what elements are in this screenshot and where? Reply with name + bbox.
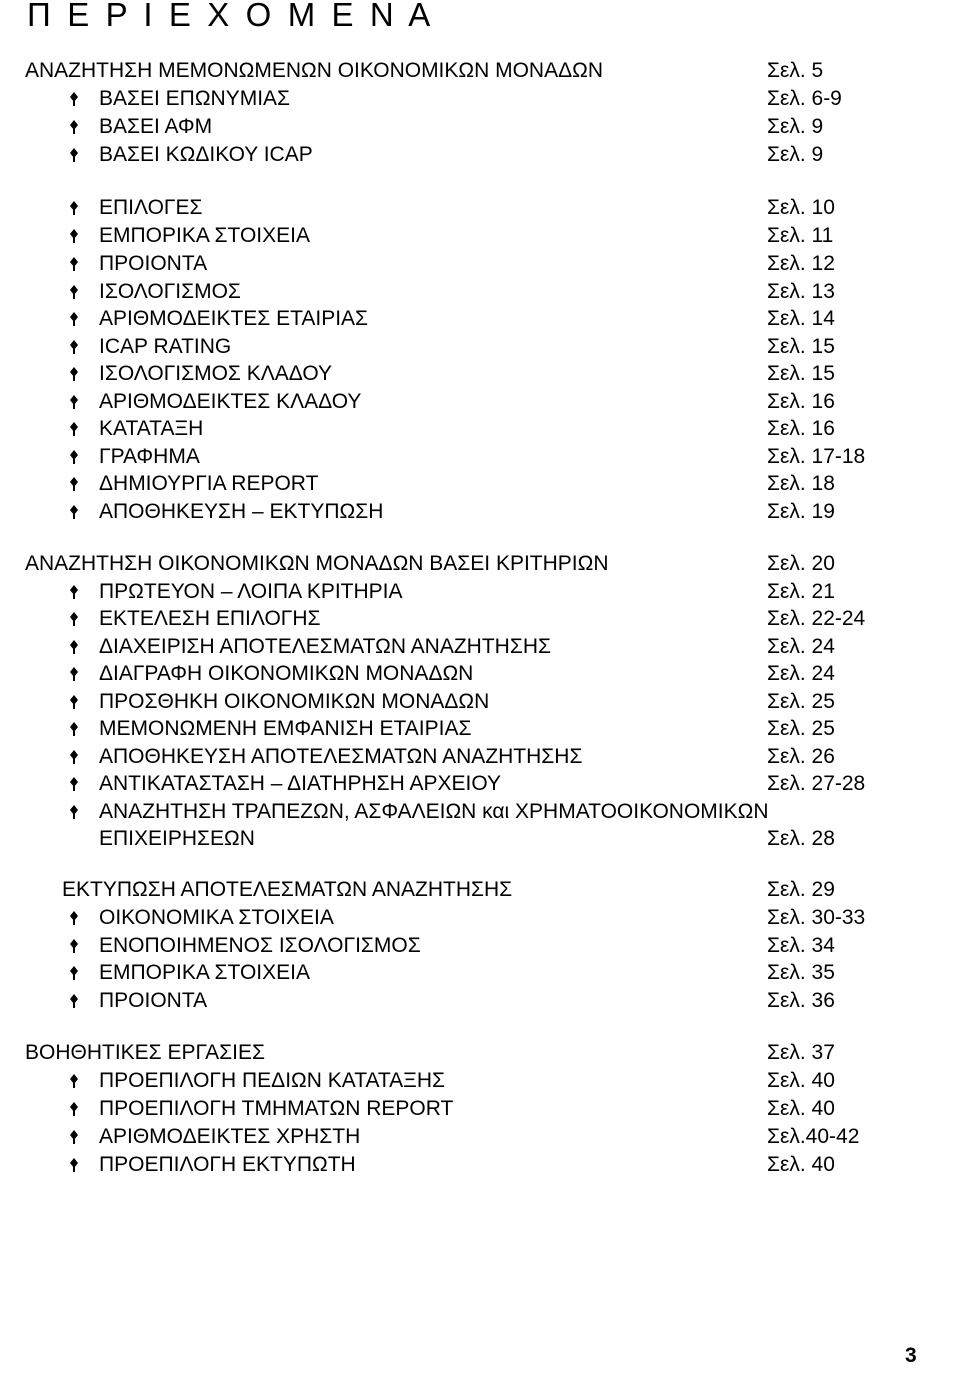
toc-entry-page: Σελ. 6-9 xyxy=(767,87,842,110)
diamond-bullet-icon xyxy=(67,148,81,162)
toc-entry-page: Σελ. 40 xyxy=(767,1153,835,1176)
toc-entry-title: ΠΡΟΙΟΝΤΑ xyxy=(99,989,208,1012)
diamond-bullet-icon xyxy=(67,939,81,953)
toc-entry-page: Σελ. 30-33 xyxy=(767,906,866,929)
toc-entry xyxy=(0,279,960,305)
toc-entry xyxy=(0,444,960,470)
diamond-bullet-icon xyxy=(67,612,81,626)
toc-entry-page: Σελ. 27-28 xyxy=(767,772,866,795)
diamond-bullet-icon xyxy=(67,585,81,599)
diamond-bullet-icon xyxy=(67,695,81,709)
toc-entry-title: ΜΕΜΟΝΩΜΕΝΗ ΕΜΦΑΝΙΣΗ ΕΤΑΙΡΙΑΣ xyxy=(99,717,472,740)
toc-entry xyxy=(0,499,960,525)
toc-entry-title: ICAP RATING xyxy=(99,335,232,358)
diamond-bullet-icon xyxy=(67,340,81,354)
toc-entry-title: ΕΚΤΕΛΕΣΗ ΕΠΙΛΟΓΗΣ xyxy=(99,607,321,630)
toc-entry-page: Σελ.40-42 xyxy=(767,1125,860,1148)
toc-entry xyxy=(0,114,960,140)
diamond-bullet-icon xyxy=(67,966,81,980)
toc-section-heading xyxy=(0,58,960,84)
toc-entry-page: Σελ. 24 xyxy=(767,635,835,658)
toc-entry-page: Σελ. 17-18 xyxy=(767,445,866,468)
toc-entry xyxy=(0,251,960,277)
toc-entry-title: ΕΚΤΥΠΩΣΗ ΑΠΟΤΕΛΕΣΜΑΤΩΝ ΑΝΑΖΗΤΗΣΗΣ xyxy=(62,878,513,901)
diamond-bullet-icon xyxy=(67,777,81,791)
toc-entry-title: ΑΝΤΙΚΑΤΑΣΤΑΣΗ – ΔΙΑΤΗΡΗΣΗ ΑΡΧΕΙΟΥ xyxy=(99,772,501,795)
toc-entry-title: ΒΑΣΕΙ ΕΠΩΝΥΜΙΑΣ xyxy=(99,87,291,110)
toc-entry-page: Σελ. 18 xyxy=(767,472,835,495)
toc-entry xyxy=(0,988,960,1014)
toc-entry xyxy=(0,744,960,770)
toc-section-heading xyxy=(0,1040,960,1066)
toc-entry xyxy=(0,142,960,168)
toc-entry-title: ΕΝΟΠΟΙΗΜΕΝΟΣ ΙΣΟΛΟΓΙΣΜΟΣ xyxy=(99,934,421,957)
toc-entry-title: ΑΠΟΘΗΚΕΥΣΗ – ΕΚΤΥΠΩΣΗ xyxy=(99,500,384,523)
toc-entry xyxy=(0,1152,960,1178)
toc-entry-page: Σελ. 35 xyxy=(767,961,835,984)
toc-entry-page: Σελ. 14 xyxy=(767,307,835,330)
toc-entry-page: Σελ. 20 xyxy=(767,552,835,575)
toc-entry-page: Σελ. 40 xyxy=(767,1097,835,1120)
toc-entry-title: ΑΡΙΘΜΟΔΕΙΚΤΕΣ ΚΛΑΔΟΥ xyxy=(99,390,362,413)
diamond-bullet-icon xyxy=(67,750,81,764)
page-number: 3 xyxy=(905,1344,917,1367)
toc-entry xyxy=(0,416,960,442)
page-title: Π Ε Ρ Ι Ε Χ Ο Μ Ε Ν Α xyxy=(27,0,434,33)
diamond-bullet-icon xyxy=(67,1074,81,1088)
toc-entry-page: Σελ. 24 xyxy=(767,662,835,685)
toc-entry-page: Σελ. 12 xyxy=(767,252,835,275)
diamond-bullet-icon xyxy=(67,1102,81,1116)
toc-entry-title: ΠΡΟΕΠΙΛΟΓΗ ΕΚΤΥΠΩΤΗ xyxy=(99,1153,356,1176)
toc-entry xyxy=(0,933,960,959)
toc-entry-title: ΔΙΑΓΡΑΦΗ ΟΙΚΟΝΟΜΙΚΩΝ ΜΟΝΑΔΩΝ xyxy=(99,662,474,685)
toc-entry-title: ΙΣΟΛΟΓΙΣΜΟΣ ΚΛΑΔΟΥ xyxy=(99,362,333,385)
toc-entry-title: ΚΑΤΑΤΑΞΗ xyxy=(99,417,204,440)
diamond-bullet-icon xyxy=(67,667,81,681)
toc-entry-page: Σελ. 9 xyxy=(767,143,824,166)
toc-entry-page: Σελ. 29 xyxy=(767,878,835,901)
toc-entry xyxy=(0,579,960,605)
toc-section-heading xyxy=(0,551,960,577)
toc-entry-page: Σελ. 16 xyxy=(767,417,835,440)
toc-entry-page: Σελ. 37 xyxy=(767,1041,835,1064)
toc-entry-page: Σελ. 25 xyxy=(767,690,835,713)
toc-entry-page: Σελ. 40 xyxy=(767,1069,835,1092)
toc-entry-page: Σελ. 28 xyxy=(767,827,835,850)
toc-entry xyxy=(0,960,960,986)
toc-entry xyxy=(0,195,960,221)
toc-entry-title: ΑΝΑΖΗΤΗΣΗ ΜΕΜΟΝΩΜΕΝΩΝ ΟΙΚΟΝΟΜΙΚΩΝ ΜΟΝΑΔΩΝ xyxy=(25,59,603,82)
toc-entry-title: ΑΝΑΖΗΤΗΣΗ ΤΡΑΠΕΖΩΝ, ΑΣΦΑΛΕΙΩΝ και ΧΡΗΜΑΤΟΟΙΚΟΝΟΜΙΚΩΝ xyxy=(99,800,769,823)
toc-entry-page: Σελ. 15 xyxy=(767,335,835,358)
diamond-bullet-icon xyxy=(67,1130,81,1144)
toc-entry-page: Σελ. 25 xyxy=(767,717,835,740)
toc-entry-page: Σελ. 34 xyxy=(767,934,835,957)
diamond-bullet-icon xyxy=(67,640,81,654)
toc-entry xyxy=(0,1096,960,1122)
toc-entry-title: ΑΠΟΘΗΚΕΥΣΗ ΑΠΟΤΕΛΕΣΜΑΤΩΝ ΑΝΑΖΗΤΗΣΗΣ xyxy=(99,745,583,768)
toc-entry xyxy=(0,606,960,632)
toc-entry-title: ΒΑΣΕΙ ΚΩΔΙΚΟΥ ICAP xyxy=(99,143,313,166)
diamond-bullet-icon xyxy=(67,450,81,464)
diamond-bullet-icon xyxy=(67,257,81,271)
toc-entry-page: Σελ. 26 xyxy=(767,745,835,768)
toc-entry xyxy=(0,716,960,742)
toc-entry-title: ΠΡΟΕΠΙΛΟΓΗ ΠΕΔΙΩΝ ΚΑΤΑΤΑΞΗΣ xyxy=(99,1069,445,1092)
diamond-bullet-icon xyxy=(67,120,81,134)
toc-entry-title: ΕΜΠΟΡΙΚΑ ΣΤΟΙΧΕΙΑ xyxy=(99,961,310,984)
diamond-bullet-icon xyxy=(67,1158,81,1172)
toc-entry-page: Σελ. 9 xyxy=(767,115,824,138)
diamond-bullet-icon xyxy=(67,201,81,215)
toc-entry-page: Σελ. 11 xyxy=(767,224,834,247)
toc-entry-page: Σελ. 36 xyxy=(767,989,835,1012)
toc-entry xyxy=(0,1124,960,1150)
toc-entry xyxy=(0,86,960,112)
toc-entry xyxy=(0,223,960,249)
diamond-bullet-icon xyxy=(67,994,81,1008)
toc-entry-title: ΕΠΙΛΟΓΕΣ xyxy=(99,196,203,219)
diamond-bullet-icon xyxy=(67,911,81,925)
diamond-bullet-icon xyxy=(67,395,81,409)
diamond-bullet-icon xyxy=(67,477,81,491)
toc-entry xyxy=(0,634,960,660)
diamond-bullet-icon xyxy=(67,722,81,736)
toc-entry-title: ΒΑΣΕΙ ΑΦΜ xyxy=(99,115,213,138)
toc-entry-title: ΕΜΠΟΡΙΚΑ ΣΤΟΙΧΕΙΑ xyxy=(99,224,310,247)
toc-entry-title: ΓΡΑΦΗΜΑ xyxy=(99,445,200,468)
toc-entry-title: ΕΠΙΧΕΙΡΗΣΕΩΝ xyxy=(99,827,255,850)
toc-entry-title: ΔΗΜΙΟΥΡΓΙΑ REPORT xyxy=(99,472,319,495)
toc-entry-title: ΠΡΟΕΠΙΛΟΓΗ ΤΜΗΜΑΤΩΝ REPORT xyxy=(99,1097,454,1120)
diamond-bullet-icon xyxy=(67,285,81,299)
diamond-bullet-icon xyxy=(67,229,81,243)
toc-entry xyxy=(0,771,960,797)
toc-entry xyxy=(0,905,960,931)
toc-entry-title: ΒΟΗΘΗΤΙΚΕΣ ΕΡΓΑΣΙΕΣ xyxy=(25,1041,265,1064)
toc-entry xyxy=(0,826,960,852)
diamond-bullet-icon xyxy=(67,805,81,819)
toc-entry xyxy=(0,1068,960,1094)
toc-entry xyxy=(0,361,960,387)
diamond-bullet-icon xyxy=(67,92,81,106)
toc-entry-page: Σελ. 21 xyxy=(767,580,835,603)
toc-entry xyxy=(0,661,960,687)
toc-entry xyxy=(0,689,960,715)
toc-entry-page: Σελ. 10 xyxy=(767,196,835,219)
toc-entry-page: Σελ. 5 xyxy=(767,59,824,82)
toc-entry-title: ΟΙΚΟΝΟΜΙΚΑ ΣΤΟΙΧΕΙΑ xyxy=(99,906,334,929)
toc-entry-title: ΠΡΩΤΕΥΟΝ – ΛΟΙΠΑ ΚΡΙΤΗΡΙΑ xyxy=(99,580,403,603)
toc-entry-title: ΑΡΙΘΜΟΔΕΙΚΤΕΣ ΕΤΑΙΡΙΑΣ xyxy=(99,307,369,330)
toc-entry-title: ΠΡΟΣΘΗΚΗ ΟΙΚΟΝΟΜΙΚΩΝ ΜΟΝΑΔΩΝ xyxy=(99,690,490,713)
toc-entry-title: ΠΡΟΙΟΝΤΑ xyxy=(99,252,208,275)
toc-entry-title: ΑΡΙΘΜΟΔΕΙΚΤΕΣ ΧΡΗΣΤΗ xyxy=(99,1125,361,1148)
toc-entry xyxy=(0,306,960,332)
toc-entry xyxy=(0,334,960,360)
toc-entry-title: ΔΙΑΧΕΙΡΙΣΗ ΑΠΟΤΕΛΕΣΜΑΤΩΝ ΑΝΑΖΗΤΗΣΗΣ xyxy=(99,635,551,658)
toc-entry-page: Σελ. 16 xyxy=(767,390,835,413)
diamond-bullet-icon xyxy=(67,367,81,381)
toc-entry-page: Σελ. 15 xyxy=(767,362,835,385)
diamond-bullet-icon xyxy=(67,422,81,436)
toc-entry-title: ΙΣΟΛΟΓΙΣΜΟΣ xyxy=(99,280,241,303)
diamond-bullet-icon xyxy=(67,505,81,519)
toc-entry-page: Σελ. 19 xyxy=(767,500,835,523)
toc-entry xyxy=(0,389,960,415)
toc-entry xyxy=(0,799,960,825)
diamond-bullet-icon xyxy=(67,312,81,326)
toc-entry-page: Σελ. 22-24 xyxy=(767,607,866,630)
toc-entry xyxy=(0,471,960,497)
toc-entry-page: Σελ. 13 xyxy=(767,280,835,303)
toc-section-heading xyxy=(0,877,960,903)
toc-entry-title: ΑΝΑΖΗΤΗΣΗ ΟΙΚΟΝΟΜΙΚΩΝ ΜΟΝΑΔΩΝ ΒΑΣΕΙ ΚΡΙΤΗΡΙΩΝ xyxy=(25,552,609,575)
